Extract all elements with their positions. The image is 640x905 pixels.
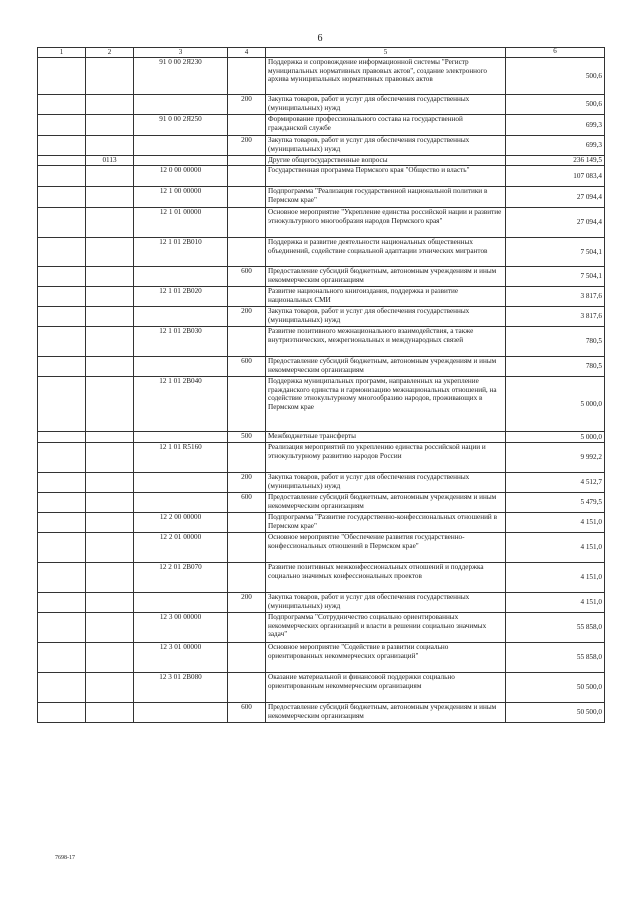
cell-code xyxy=(38,208,86,238)
cell-section xyxy=(86,58,134,95)
table-row xyxy=(38,443,605,473)
table-row xyxy=(38,513,605,533)
cell-name: Закупка товаров, работ и услуг для обеспечения государственных (муниципальных) нужд xyxy=(266,593,506,613)
cell-target-article: 12 3 01 2В080 xyxy=(134,673,228,703)
table-row xyxy=(38,136,605,156)
cell-expense-type xyxy=(228,533,266,563)
table-row xyxy=(38,563,605,593)
cell-code xyxy=(38,563,86,593)
cell-expense-type xyxy=(228,58,266,95)
header-col-4: 4 xyxy=(228,48,266,58)
cell-code xyxy=(38,166,86,187)
table-body xyxy=(38,58,605,723)
cell-name: Закупка товаров, работ и услуг для обеспечения государственных (муниципальных) нужд xyxy=(266,307,506,327)
cell-code xyxy=(38,95,86,115)
cell-code xyxy=(38,357,86,377)
cell-target-article: 12 2 00 00000 xyxy=(134,513,228,533)
cell-amount: 699,3 xyxy=(506,136,605,156)
cell-section xyxy=(86,267,134,287)
cell-section xyxy=(86,115,134,136)
cell-section xyxy=(86,473,134,493)
cell-target-article: 12 0 00 00000 xyxy=(134,166,228,187)
cell-name: Предоставление субсидий бюджетным, автономным учреждениям и иным некоммерческим организациям xyxy=(266,703,506,723)
cell-section xyxy=(86,187,134,208)
cell-target-article xyxy=(134,95,228,115)
cell-name: Подпрограмма "Реализация государственной национальной политики в Пермском крае" xyxy=(266,187,506,208)
cell-section xyxy=(86,238,134,267)
cell-amount: 5 000,0 xyxy=(506,432,605,443)
cell-name: Развитие национального книгоиздания, поддержка и развитие национальных СМИ xyxy=(266,287,506,307)
cell-amount: 5 479,5 xyxy=(506,493,605,513)
cell-amount: 4 151,0 xyxy=(506,593,605,613)
table-row xyxy=(38,58,605,95)
cell-name: Поддержка муниципальных программ, направленных на укрепление гражданского единства и гармонизацию межнациональных отношений, на содействие этнокультурному многообразию народов, проживающих в Пермском крае xyxy=(266,377,506,432)
cell-code xyxy=(38,377,86,432)
table-row xyxy=(38,267,605,287)
cell-expense-type: 200 xyxy=(228,136,266,156)
cell-section xyxy=(86,703,134,723)
cell-expense-type xyxy=(228,287,266,307)
cell-section xyxy=(86,377,134,432)
cell-target-article: 12 1 01 2В040 xyxy=(134,377,228,432)
cell-expense-type: 600 xyxy=(228,703,266,723)
cell-code xyxy=(38,593,86,613)
cell-section xyxy=(86,208,134,238)
cell-expense-type xyxy=(228,187,266,208)
table-row xyxy=(38,115,605,136)
table-row xyxy=(38,473,605,493)
cell-amount: 4 151,0 xyxy=(506,513,605,533)
cell-expense-type: 200 xyxy=(228,307,266,327)
cell-amount: 4 512,7 xyxy=(506,473,605,493)
cell-section xyxy=(86,357,134,377)
cell-target-article: 12 1 01 2В030 xyxy=(134,327,228,357)
cell-expense-type xyxy=(228,156,266,166)
cell-amount: 50 500,0 xyxy=(506,673,605,703)
cell-expense-type xyxy=(228,563,266,593)
table-row xyxy=(38,357,605,377)
cell-section xyxy=(86,136,134,156)
cell-code xyxy=(38,473,86,493)
table-row xyxy=(38,432,605,443)
cell-amount: 9 992,2 xyxy=(506,443,605,473)
cell-name: Формирование профессионального состава на государственной гражданской службе xyxy=(266,115,506,136)
cell-expense-type xyxy=(228,208,266,238)
cell-name: Закупка товаров, работ и услуг для обеспечения государственных (муниципальных) нужд xyxy=(266,136,506,156)
cell-expense-type: 600 xyxy=(228,493,266,513)
table-row xyxy=(38,533,605,563)
cell-target-article: 12 1 01 R5160 xyxy=(134,443,228,473)
page-number: 6 xyxy=(317,33,323,44)
cell-name: Оказание материальной и финансовой поддержки социально ориентированным некоммерческим организациям xyxy=(266,673,506,703)
cell-name: Государственная программа Пермского края "Общество и власть" xyxy=(266,166,506,187)
table-row xyxy=(38,493,605,513)
cell-amount: 55 858,0 xyxy=(506,613,605,643)
cell-target-article: 12 2 01 00000 xyxy=(134,533,228,563)
document-code: 7698-17 xyxy=(55,855,75,861)
cell-code xyxy=(38,238,86,267)
cell-amount: 4 151,0 xyxy=(506,533,605,563)
cell-amount: 7 504,1 xyxy=(506,267,605,287)
cell-section xyxy=(86,593,134,613)
cell-section xyxy=(86,643,134,673)
cell-code xyxy=(38,327,86,357)
table-row xyxy=(38,187,605,208)
cell-expense-type: 200 xyxy=(228,473,266,493)
cell-code xyxy=(38,703,86,723)
cell-section xyxy=(86,493,134,513)
cell-expense-type xyxy=(228,377,266,432)
table-row xyxy=(38,703,605,723)
cell-target-article xyxy=(134,357,228,377)
cell-amount: 27 094,4 xyxy=(506,187,605,208)
header-col-5: 5 xyxy=(266,48,506,58)
cell-name: Закупка товаров, работ и услуг для обеспечения государственных (муниципальных) нужд xyxy=(266,473,506,493)
cell-expense-type: 500 xyxy=(228,432,266,443)
cell-target-article: 12 1 01 2В020 xyxy=(134,287,228,307)
cell-expense-type xyxy=(228,643,266,673)
cell-expense-type xyxy=(228,443,266,473)
table-row xyxy=(38,673,605,703)
cell-expense-type xyxy=(228,238,266,267)
cell-amount: 7 504,1 xyxy=(506,238,605,267)
cell-expense-type: 600 xyxy=(228,267,266,287)
cell-code xyxy=(38,443,86,473)
cell-code xyxy=(38,136,86,156)
cell-amount: 236 149,5 xyxy=(506,156,605,166)
cell-name: Межбюджетные трансферты xyxy=(266,432,506,443)
header-col-3: 3 xyxy=(134,48,228,58)
cell-target-article xyxy=(134,136,228,156)
cell-target-article: 12 1 01 00000 xyxy=(134,208,228,238)
cell-target-article xyxy=(134,593,228,613)
cell-target-article xyxy=(134,703,228,723)
cell-target-article: 91 0 00 2Я230 xyxy=(134,58,228,95)
cell-section xyxy=(86,95,134,115)
cell-code xyxy=(38,115,86,136)
header-col-1: 1 xyxy=(38,48,86,58)
cell-target-article xyxy=(134,156,228,166)
table-row xyxy=(38,643,605,673)
cell-amount: 500,6 xyxy=(506,58,605,95)
cell-code xyxy=(38,513,86,533)
cell-amount: 3 817,6 xyxy=(506,287,605,307)
cell-code xyxy=(38,307,86,327)
cell-target-article: 12 3 00 00000 xyxy=(134,613,228,643)
cell-expense-type xyxy=(228,166,266,187)
cell-section xyxy=(86,513,134,533)
table-row xyxy=(38,593,605,613)
table-row xyxy=(38,95,605,115)
cell-code xyxy=(38,432,86,443)
table-row xyxy=(38,327,605,357)
cell-expense-type: 200 xyxy=(228,95,266,115)
cell-code xyxy=(38,287,86,307)
cell-section xyxy=(86,563,134,593)
table-row xyxy=(38,377,605,432)
cell-target-article: 12 2 01 2В070 xyxy=(134,563,228,593)
table-row xyxy=(38,238,605,267)
cell-section xyxy=(86,327,134,357)
cell-code xyxy=(38,533,86,563)
cell-target-article xyxy=(134,267,228,287)
cell-name: Реализация мероприятий по укреплению единства российской нации и этнокультурному развитию народов России xyxy=(266,443,506,473)
table-row xyxy=(38,156,605,166)
cell-expense-type xyxy=(228,613,266,643)
cell-section xyxy=(86,533,134,563)
cell-section xyxy=(86,432,134,443)
cell-amount: 500,6 xyxy=(506,95,605,115)
table-row xyxy=(38,166,605,187)
cell-section xyxy=(86,613,134,643)
cell-target-article xyxy=(134,307,228,327)
cell-amount: 107 083,4 xyxy=(506,166,605,187)
header-col-2: 2 xyxy=(86,48,134,58)
cell-target-article xyxy=(134,473,228,493)
cell-code xyxy=(38,643,86,673)
cell-name: Закупка товаров, работ и услуг для обеспечения государственных (муниципальных) нужд xyxy=(266,95,506,115)
table-row xyxy=(38,208,605,238)
cell-code xyxy=(38,187,86,208)
cell-expense-type xyxy=(228,327,266,357)
cell-section: 0113 xyxy=(86,156,134,166)
cell-amount: 55 858,0 xyxy=(506,643,605,673)
cell-expense-type xyxy=(228,115,266,136)
cell-amount: 780,5 xyxy=(506,357,605,377)
table-row xyxy=(38,613,605,643)
cell-name: Предоставление субсидий бюджетным, автономным учреждениям и иным некоммерческим организациям xyxy=(266,357,506,377)
header-col-6: 6 xyxy=(506,48,605,58)
cell-name: Подпрограмма "Развитие государственно-конфессиональных отношений в Пермском крае" xyxy=(266,513,506,533)
cell-expense-type: 600 xyxy=(228,357,266,377)
cell-target-article: 91 0 00 2Я250 xyxy=(134,115,228,136)
table-row xyxy=(38,287,605,307)
cell-target-article: 12 1 00 00000 xyxy=(134,187,228,208)
cell-target-article: 12 3 01 00000 xyxy=(134,643,228,673)
cell-name: Поддержка и развитие деятельности национальных общественных объединений, содействие социальной адаптации этнических мигрантов xyxy=(266,238,506,267)
cell-section xyxy=(86,673,134,703)
cell-expense-type: 200 xyxy=(228,593,266,613)
budget-table xyxy=(37,47,605,723)
table-row xyxy=(38,307,605,327)
cell-code xyxy=(38,156,86,166)
cell-code xyxy=(38,613,86,643)
cell-amount: 699,3 xyxy=(506,115,605,136)
cell-section xyxy=(86,166,134,187)
cell-target-article xyxy=(134,493,228,513)
cell-section xyxy=(86,307,134,327)
cell-name: Развитие позитивных межконфессиональных отношений и поддержка социально значимых конфессиональных проектов xyxy=(266,563,506,593)
header-row xyxy=(38,48,605,58)
cell-name: Предоставление субсидий бюджетным, автономным учреждениям и иным некоммерческим организациям xyxy=(266,267,506,287)
cell-amount: 780,5 xyxy=(506,327,605,357)
cell-expense-type xyxy=(228,673,266,703)
cell-target-article xyxy=(134,432,228,443)
cell-name: Другие общегосударственные вопросы xyxy=(266,156,506,166)
cell-amount: 4 151,0 xyxy=(506,563,605,593)
cell-name: Основное мероприятие "Укрепление единства российской нации и развитие этнокультурного многообразия народов Пермского края" xyxy=(266,208,506,238)
cell-section xyxy=(86,287,134,307)
cell-name: Поддержка и сопровождение информационной системы "Регистр муниципальных нормативных правовых актов", создание электронного архива муниципальных нормативных правовых актов xyxy=(266,58,506,95)
cell-name: Подпрограмма "Сотрудничество социально ориентированных некоммерческих организаций и власти в решении социально значимых задач" xyxy=(266,613,506,643)
cell-amount: 50 500,0 xyxy=(506,703,605,723)
cell-code xyxy=(38,673,86,703)
cell-amount: 3 817,6 xyxy=(506,307,605,327)
cell-name: Основное мероприятие "Содействие в развитии социально ориентированных некоммерческих организаций" xyxy=(266,643,506,673)
cell-code xyxy=(38,267,86,287)
cell-target-article: 12 1 01 2В010 xyxy=(134,238,228,267)
cell-name: Основное мероприятие "Обеспечение развития государственно-конфессиональных отношений в Пермском крае" xyxy=(266,533,506,563)
cell-code xyxy=(38,493,86,513)
cell-section xyxy=(86,443,134,473)
cell-amount: 5 000,0 xyxy=(506,377,605,432)
cell-name: Предоставление субсидий бюджетным, автономным учреждениям и иным некоммерческим организациям xyxy=(266,493,506,513)
cell-code xyxy=(38,58,86,95)
cell-name: Развитие позитивного межнационального взаимодействия, а также внутриэтнических, межрегиональных и международных связей xyxy=(266,327,506,357)
cell-expense-type xyxy=(228,513,266,533)
cell-amount: 27 094,4 xyxy=(506,208,605,238)
